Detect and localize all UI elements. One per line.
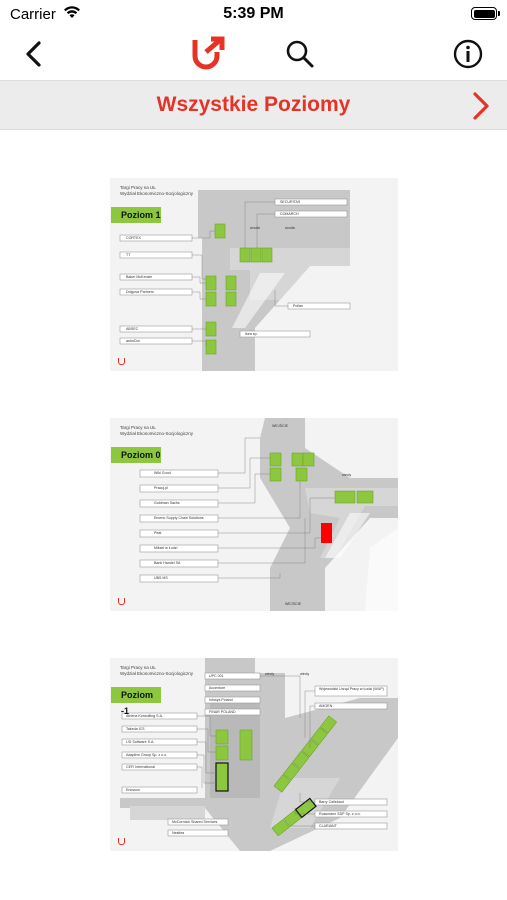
carrier-label: Carrier <box>10 6 56 23</box>
entrance-label: WEJŚCIE <box>272 424 288 428</box>
elevator-label: windy <box>265 672 275 676</box>
map-header: Targi Pracy na UŁ Wydział Ekonomiczno-Socjologiczny <box>120 665 193 676</box>
search-icon <box>285 39 315 69</box>
nav-bar <box>0 30 507 78</box>
booth-label: CEFI International <box>126 765 155 769</box>
booth-label: COMARCH <box>280 212 299 216</box>
back-button[interactable] <box>14 34 54 74</box>
booth-label: AMGEN <box>319 704 333 708</box>
search-button[interactable] <box>280 34 320 74</box>
info-icon <box>453 39 483 69</box>
booth-label: CORTEX <box>126 236 141 240</box>
booth-label: Goldman Sachs <box>154 501 180 505</box>
brand-logo-icon <box>191 36 225 72</box>
booth-label: Nestlea <box>172 831 185 835</box>
booth-label: UPC 001 <box>209 674 224 678</box>
booth-label: SECURITAS <box>280 200 301 204</box>
booth-label: Bank Handel SA <box>154 561 181 565</box>
map-level-label: Poziom -1 <box>111 687 161 703</box>
booth-label: TT <box>126 253 131 257</box>
chevron-left-icon <box>23 40 45 68</box>
elevator-label: wnotic <box>285 226 296 230</box>
elevator-label: windy <box>300 672 310 676</box>
booth-label: Ericsson <box>126 788 140 792</box>
booth-label: Pollan <box>293 304 303 308</box>
map-level-label: Poziom 0 <box>111 447 161 463</box>
floor-map-level-1[interactable] <box>110 178 398 371</box>
clock: 5:39 PM <box>223 5 284 22</box>
elevator-label: windy <box>342 473 352 477</box>
elevator-label: wnotic <box>250 226 261 230</box>
entrance-label: WEJŚCIE <box>285 602 301 606</box>
booth-label: Dolgova Partners <box>126 290 154 294</box>
booth-label: Wiki Good <box>154 471 171 475</box>
brand-logo-icon <box>118 358 125 365</box>
booth-label: Rossmann SDP Sp. z o.o. <box>319 812 361 816</box>
booth-label: Athena Konsulting S.A. <box>126 714 163 718</box>
info-button[interactable] <box>448 34 488 74</box>
floor-map-level-minus-1[interactable] <box>110 658 398 851</box>
booth-label: Wojewódzki Urząd Pracy w Łodzi (WUP) <box>319 687 384 691</box>
map-header: Targi Pracy na UŁ Wydział Ekonomiczno-Socjologiczny <box>120 185 193 196</box>
chevron-right-icon <box>467 91 493 121</box>
booth-label: FINAR POLAND <box>209 710 236 714</box>
level-selector-bar <box>0 80 507 130</box>
booth-label: Takeda ICS <box>126 727 145 731</box>
booth-label: Pracuj.pl <box>154 486 168 490</box>
booth-label: Miksel w Łodzi <box>154 546 178 550</box>
booth-label: Peat <box>154 531 162 535</box>
booth-label: Baker McKenzie <box>126 275 153 279</box>
booth-label: Ikea sp. <box>245 332 258 336</box>
app-logo[interactable] <box>188 34 228 74</box>
booth-label: CLARIANT <box>319 824 337 828</box>
booth-label: Emerio Supply Chain Solutions <box>154 516 204 520</box>
battery-icon <box>471 7 497 20</box>
booth-label: astroDot <box>126 339 140 343</box>
booth-label: McCormick Shared Services <box>172 820 218 824</box>
booth-label: UBS MS <box>154 576 168 580</box>
booth-label: LSI Software S.A. <box>126 740 155 744</box>
booth-label: ABSEC <box>126 327 139 331</box>
booth-label: Infosys Poland <box>209 698 233 702</box>
booth-label: Adaptive Group Sp. z o.o. <box>126 753 168 757</box>
map-header: Targi Pracy na UŁ Wydział Ekonomiczno-Socjologiczny <box>120 425 193 436</box>
level-title: Wszystkie Poziomy <box>156 93 351 116</box>
next-level-button[interactable] <box>467 91 493 121</box>
booth-label: Accenture <box>209 686 226 690</box>
floor-map-level-0[interactable] <box>110 418 398 611</box>
booth-label: Barry Callebaut <box>319 800 344 804</box>
brand-logo-icon <box>118 598 125 605</box>
brand-logo-icon <box>118 838 125 845</box>
map-level-label: Poziom 1 <box>111 207 161 223</box>
status-bar <box>0 0 507 30</box>
